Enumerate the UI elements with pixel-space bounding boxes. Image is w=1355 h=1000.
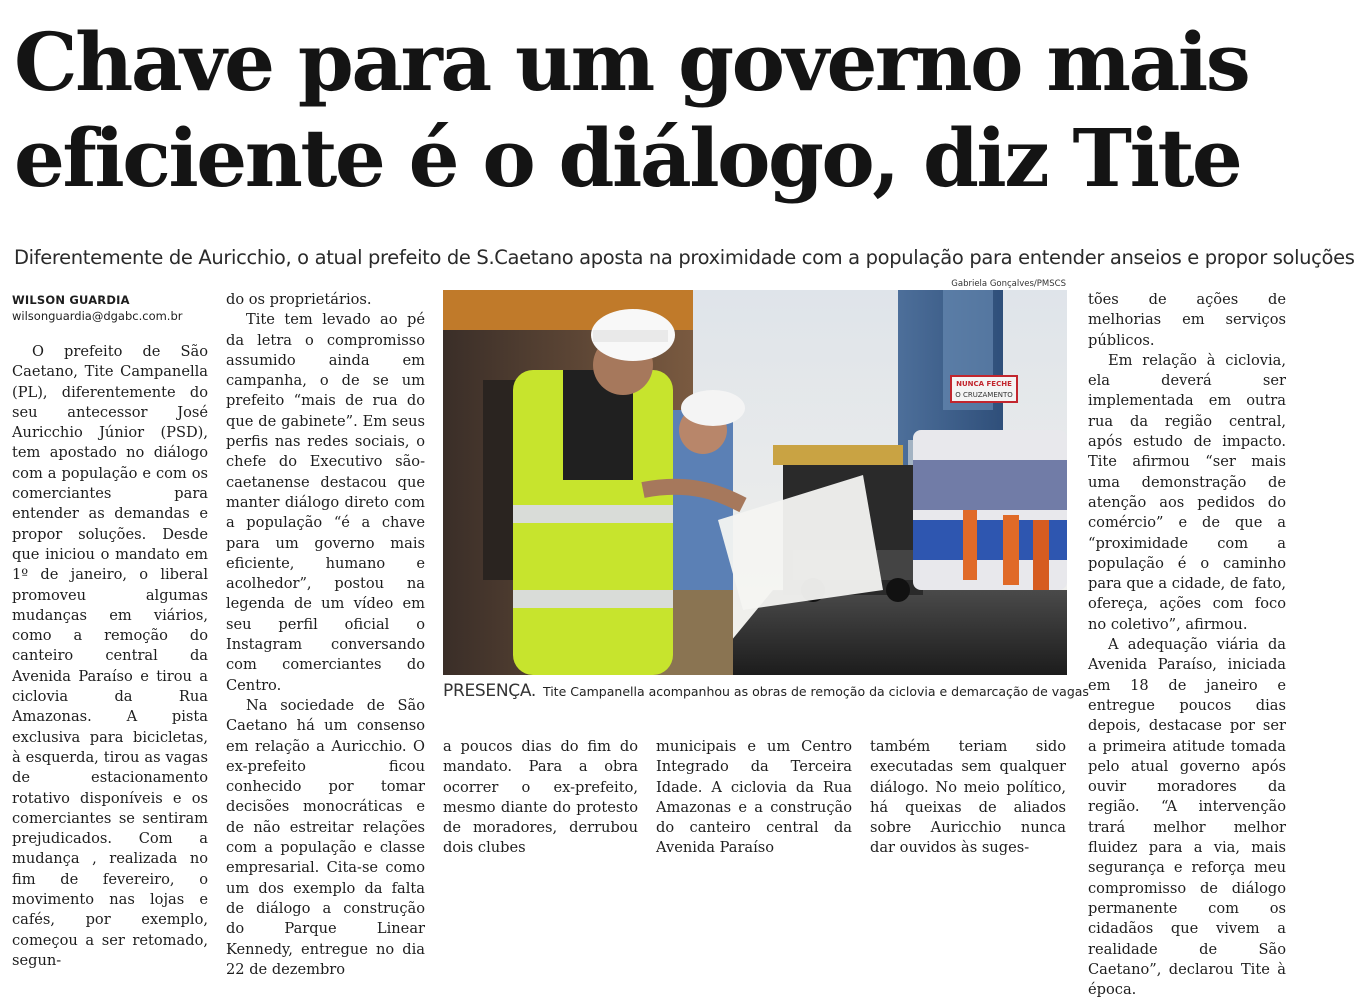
paragraph: Em relação à ciclovia, ela deverá ser implementada em outra rua da região central, após estudo de impacto. Tite afirmou “ser mais uma demonstração de atenção aos pedidos do comércio” e de que a “proximidade com a população é o caminho para que a cidade, de fato, ofereça, ações com foco no coletivo”, afirmou. xyxy=(1088,351,1286,633)
paragraph: do os proprietários. xyxy=(226,291,372,308)
caption-text: Tite Campanella acompanhou as obras de remoção da ciclovia e demarcação de vagas xyxy=(542,684,1089,699)
sign-text-2: O CRUZAMENTO xyxy=(955,391,1013,399)
text-column-2 xyxy=(226,290,425,980)
headline-line-1: Chave para um governo mais xyxy=(14,15,1249,109)
paragraph: A adequação viária da Avenida Paraíso, iniciada em 18 de janeiro e entregue poucos dias depois, destacase por ser a primeira atitude tomada pelo atual governo após ouvir moradores da região. “A intervenção trará melhor melhor fluidez para a via, mais segurança e reforça meu compromisso de diálogo permanente com os cidadãos que vivem a realidade de São Caetano”, declarou Tite à época. xyxy=(1088,636,1286,999)
author-email: wilsonguardia@dgabc.com.br xyxy=(12,309,183,323)
subheadline: Diferentemente de Auricchio, o atual prefeito de S.Caetano aposta na proximidade com a população para entender anseios e propor soluções xyxy=(14,246,1355,269)
text-column-6 xyxy=(1088,290,1286,1000)
text-column-4 xyxy=(656,737,852,859)
text-column-1 xyxy=(12,290,208,971)
sign-text-1: NUNCA FECHE xyxy=(956,380,1012,388)
paragraph: tões de ações de melhorias em serviços públicos. xyxy=(1088,291,1286,349)
photo-credit: Gabriela Gonçalves/PMSCS xyxy=(951,279,1066,289)
photo-caption xyxy=(443,680,1089,703)
headline-line-2: eficiente é o diálogo, diz Tite xyxy=(14,111,1241,205)
photo-illustration xyxy=(443,290,1067,675)
text-column-3 xyxy=(443,737,638,859)
paragraph: Na sociedade de São Caetano há um consenso em relação a Auricchio. O ex-prefeito ficou conhecido por tomar decisões monocráticas e de não estreitar relações com a população e classe empresarial. Cita-se como um dos exemplo da falta de diálogo a construção do Parque Linear Kennedy, entregue no dia 22 de dezembro xyxy=(226,696,425,978)
article-photo xyxy=(443,290,1067,675)
caption-kicker: PRESENÇA. xyxy=(443,681,536,701)
headline xyxy=(14,14,1284,206)
paragraph: municipais e um Centro Integrado da Terceira Idade. A ciclovia da Rua Amazonas e a construção do canteiro central da Avenida Paraíso xyxy=(656,738,852,857)
paragraph: Tite tem levado ao pé da letra o compromisso assumido ainda em campanha, o de se um prefeito “mais de rua do que de gabinete”. Em seus perfis nas redes sociais, o chefe do Executivo são-caetanense destacou que manter diálogo direto com a população “é a chave para um governo mais eficiente, humano e acolhedor”, postou na legenda de um vídeo em seu perfil oficial o Instagram conversando com comerciantes do Centro. xyxy=(226,311,425,694)
text-column-5 xyxy=(870,737,1066,859)
author-name: WILSON GUARDIA xyxy=(12,293,130,307)
paragraph: também teriam sido executadas sem qualquer diálogo. No meio político, há queixas de aliados sobre Auricchio nunca dar ouvidos às suges- xyxy=(870,738,1066,857)
paragraph: a poucos dias do fim do mandato. Para a obra ocorrer o ex-prefeito, mesmo diante do protesto de moradores, derrubou dois clubes xyxy=(443,738,638,857)
paragraph: O prefeito de São Caetano, Tite Campanella (PL), diferentemente do seu antecessor José Auricchio Júnior (PSD), tem apostado no diálogo com a população e com os comerciantes para entender as demandas e propor soluções. Desde que iniciou o mandato em 1º de janeiro, o liberal promoveu algumas mudanças em viários, como a remoção do canteiro central da Avenida Paraíso e tirou a ciclovia da Rua Amazonas. A pista exclusiva para bicicletas, à esquerda, tirou as vagas de estacionamento rotativo disponíveis e os comerciantes se sentiram prejudicados. Com a mudança , realizada no fim de fevereiro, o movimento nas lojas e cafés, por exemplo, começou a ser retomado, segun- xyxy=(12,343,208,969)
